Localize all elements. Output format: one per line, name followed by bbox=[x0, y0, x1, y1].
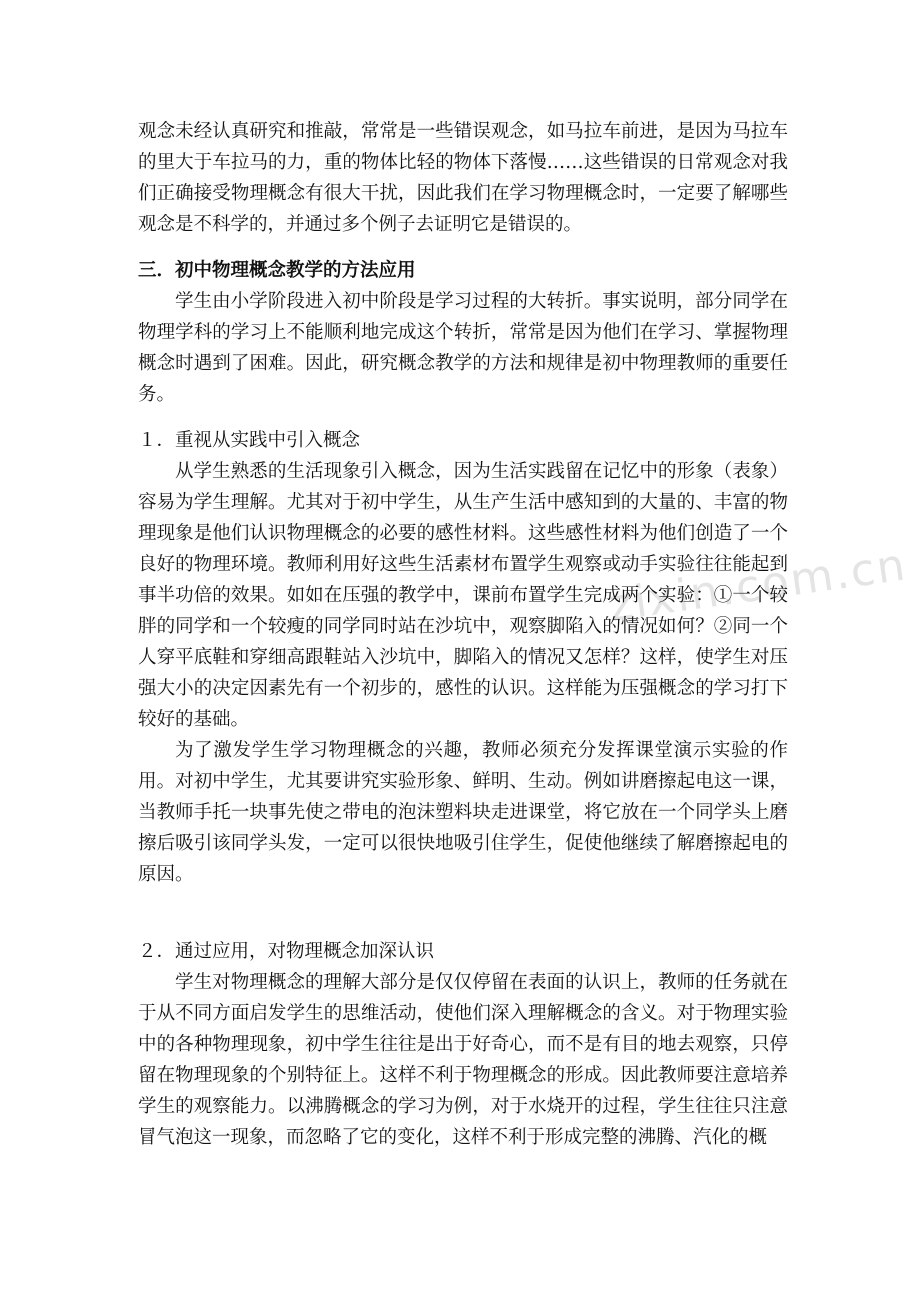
section-heading-3: 三．初中物理概念教学的方法应用 bbox=[138, 260, 416, 281]
watermark: zixin.com.cn bbox=[606, 539, 910, 632]
subheading-1: １．重视从实践中引入概念 bbox=[138, 430, 361, 451]
paragraph-application: 学生对物理概念的理解大部分是仅仅停留在表面的认识上，教师的任务就在于从不同方面启发学生的思维活动，使他们深入理解概念的含义。对于物理实验中的各种物理现象，初中学生往往是出于好奇心，而不是有目的地去观察，只停留在物理现象的个别特征上。这样不利于物理概念的形成。因此教师要注意培养学生的观察能力。以沸腾概念的学习为例，对于水烧开的过程，学生往往只注意冒气泡这一现象，而忽略了它的变化，这样不利于形成完整的沸腾、汽化的概 bbox=[138, 972, 788, 1148]
paragraph-practice-intro: 从学生熟悉的生活现象引入概念，因为生活实践留在记忆中的形象（表象）容易为学生理解。尤其对于初中学生，从生产生活中感知到的大量的、丰富的物理现象是他们认识物理概念的必要的感性材料。这些感性材料为他们创造了一个良好的物理环境。教师利用好这些生活素材布置学生观察或动手实验往往能起到事半功倍的效果。如如在压强的教学中，课前布置学生完成两个实验：①一个较胖的同学和一个较瘦的同学同时站在沙坑中，观察脚陷入的情况如何？②同一个人穿平底鞋和穿细高跟鞋站入沙坑中，脚陷入的情况又怎样？这样，使学生对压强大小的决定因素先有一个初步的，感性的认识。这样能为压强概念的学习打下较好的基础。 bbox=[138, 461, 788, 730]
paragraph-wrong-concepts: 观念未经认真研究和推敲，常常是一些错误观念，如马拉车前进，是因为马拉车的里大于车拉马的力，重的物体比轻的物体下落慢……这些错误的日常观念对我们正确接受物理概念有很大干扰，因此我们在学习物理概念时，一定要了解哪些观念是不科学的，并通过多个例子去证明它是错误的。 bbox=[138, 121, 788, 235]
paragraph-demo-experiment: 为了激发学生学习物理概念的兴趣，教师必须充分发挥课堂演示实验的作用。对初中学生，尤其要讲究实验形象、鲜明、生动。例如讲磨擦起电这一课，当教师手托一块事先使之带电的泡沫塑料块走进课堂，将它放在一个同学头上磨擦后吸引该同学头发，一定可以很快地吸引住学生，促使他继续了解磨擦起电的原因。 bbox=[138, 740, 788, 885]
paragraph-transition: 学生由小学阶段进入初中阶段是学习过程的大转折。事实说明，部分同学在物理学科的学习上不能顺利地完成这个转折，常常是因为他们在学习、掌握物理概念时遇到了困难。因此，研究概念教学的方法和规律是初中物理教师的重要任务。 bbox=[138, 291, 788, 405]
subheading-2: ２．通过应用，对物理概念加深认识 bbox=[138, 941, 435, 962]
document-page bbox=[138, 0, 910, 1302]
